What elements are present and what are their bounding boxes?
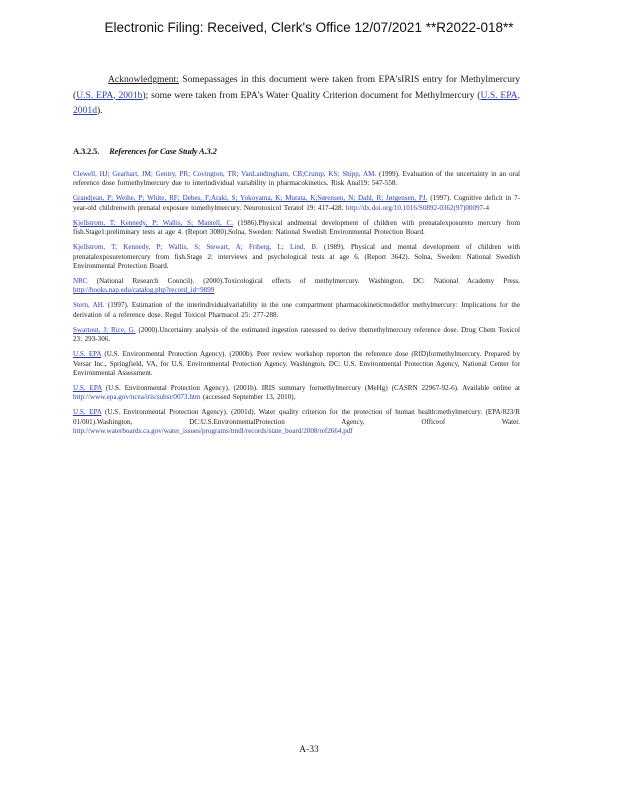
reference-authors-link[interactable]: Stern, AH. [73, 301, 105, 310]
reference-text: (U.S. Environmental Protection Agency). (2001b). IRIS summary formethylmercury (MeHg) (CASRN 22967-92-6). Available online at [101, 384, 521, 393]
reference-text: (1997). Cognitive deficit in 7-year-old childrenwith prenatal exposure tomethylmercury. Neurotoxicol Teratol 19: 417-428. [73, 194, 520, 212]
reference-authors-link[interactable]: U.S. EPA [73, 384, 102, 393]
reference-authors-link[interactable]: Kjellstrom, T; Kennedy, P; Wallis, S; Stewart, A; Friberg, L; Lind, B. [73, 243, 318, 252]
reference-url-link[interactable]: http://books.nap.edu/catalog.php?record_id=9899 [73, 286, 215, 295]
reference-entry [73, 301, 520, 320]
reference-text: (U.S. Environmental Protection Agency). (2001d). Water quality criterion for the protection of human health:methylmercury. (EPA/823/R 01/001).Washington, DC:U.S.EnvironmentalProtection Agency, Officeof Water. [73, 408, 520, 426]
reference-url-link[interactable]: http://dx.doi.org/10.1016/S0892-0362(97)00097-4 [345, 203, 490, 212]
acknowledgment-text: ); some were taken from EPA's Water Quality Criterion document for Methylmercury ( [142, 89, 481, 101]
acknowledgment-label: Acknowledgment: [108, 74, 179, 85]
citation-link-2001d[interactable]: U.S. EPA, 2001d [73, 89, 520, 116]
reference-url-link[interactable]: http://www.waterboards.ca.gov/water_issues/programs/tmdl/records/state_board/2008/ref2664.pdf [73, 427, 353, 436]
reference-authors-link[interactable]: NRC [73, 277, 88, 286]
reference-text: (2000).Uncertainty analysis of the estimated ingestion ratesused to derive themethylmercury reference dose. Drug Chem Toxicol 23: 293-306. [73, 325, 520, 344]
reference-text: (U.S. Environmental Protection Agency). (2000b). Peer review workshop reporton the reference dose (RfD)formethylmercury. Prepared by Versar Inc., Springfield, VA, for U.S. Environmental Protection Agency. Washington, DC: U.S. Environmental Protection Agency, National Center for Environmental Assessment. [73, 350, 520, 378]
reference-entry [73, 243, 520, 271]
filing-stamp: Electronic Filing: Received, Clerk's Office 12/07/2021 **R2022-018** [104, 20, 514, 35]
acknowledgment-text: Somepassages in this document were taken from EPA'sIRIS entry for Methylmercury ( [73, 74, 520, 101]
reference-url-link[interactable]: http://www.epa.gov/ncea/iris/subst/0073.htm [73, 393, 201, 402]
section-heading [73, 146, 520, 156]
reference-entry [73, 277, 520, 296]
reference-text: (National Research Council). (2000).Toxicological effects of methylmercury. Washington, DC: National Academy Press. [87, 277, 520, 286]
citation-link-2001b[interactable]: U.S. EPA, 2001b [76, 89, 143, 101]
reference-entry [73, 408, 520, 436]
reference-entry [73, 384, 520, 403]
reference-entry [73, 170, 520, 189]
reference-text: (1986).Physical andmental development of children with prenatalexposureto mercury from fish.Stage1:preliminary tests at age 4. (Report 3080).Solna, Sweden: National Swedish Environmental Protection Board. [73, 218, 520, 237]
reference-authors-link[interactable]: Swartout, J; Rice, G. [73, 325, 136, 334]
reference-entry [73, 194, 520, 213]
reference-entry [73, 350, 520, 378]
reference-text: (1999). Evaluation of the uncertainty in an oral reference dose formethylmercury due to interindividual variability in pharmacokinetics. Risk Anal19: 547-558. [73, 170, 520, 188]
page-number: A-33 [299, 744, 319, 755]
reference-authors-link[interactable]: Clewell, HJ; Gearhart, JM; Gentry, PR; Covington, TR; VanLandingham, CB;Crump, KS; Shipp, AM. [73, 170, 377, 178]
section-title: References for Case Study A.3.2 [109, 146, 217, 156]
reference-text: (1997). Estimation of the interindividualvariability in the one compartment pharmacokineticmodelfor methylmercury: Implications for the derivation of a reference dose. Regul Toxicol Pharmacol 25: 277-288. [73, 301, 520, 319]
section-number: A.3.2.5. [73, 146, 100, 156]
reference-text-tail: (accessed September 13, 2010). [200, 393, 296, 402]
reference-entry [73, 326, 520, 345]
reference-text: (1989). Physical and mental development of children with prenatalexposuretomercury from fish.Stage 2: interviews and psychological tests at age 6. (Report 3642). Solna, Sweden: National Swedish Environmental Protection Board. [73, 243, 520, 271]
acknowledgment-text: ). [96, 105, 103, 116]
reference-entry [73, 219, 520, 238]
reference-authors-link[interactable]: U.S. EPA [73, 350, 102, 359]
reference-authors-link[interactable]: Grandjean, P; Weihe, P; White, RF; Debes, F;Araki, S; Yokoyama, K; Murata, K;Sørensen, N; Dahl, R; Jørgensen, PJ. [73, 194, 428, 203]
reference-authors-link[interactable]: Kjellstrom, T; Kennedy, P; Wallis, S; Mantell, C. [73, 218, 233, 227]
acknowledgment-paragraph [73, 72, 520, 119]
reference-list [73, 170, 520, 442]
reference-authors-link[interactable]: U.S. EPA [73, 408, 102, 417]
